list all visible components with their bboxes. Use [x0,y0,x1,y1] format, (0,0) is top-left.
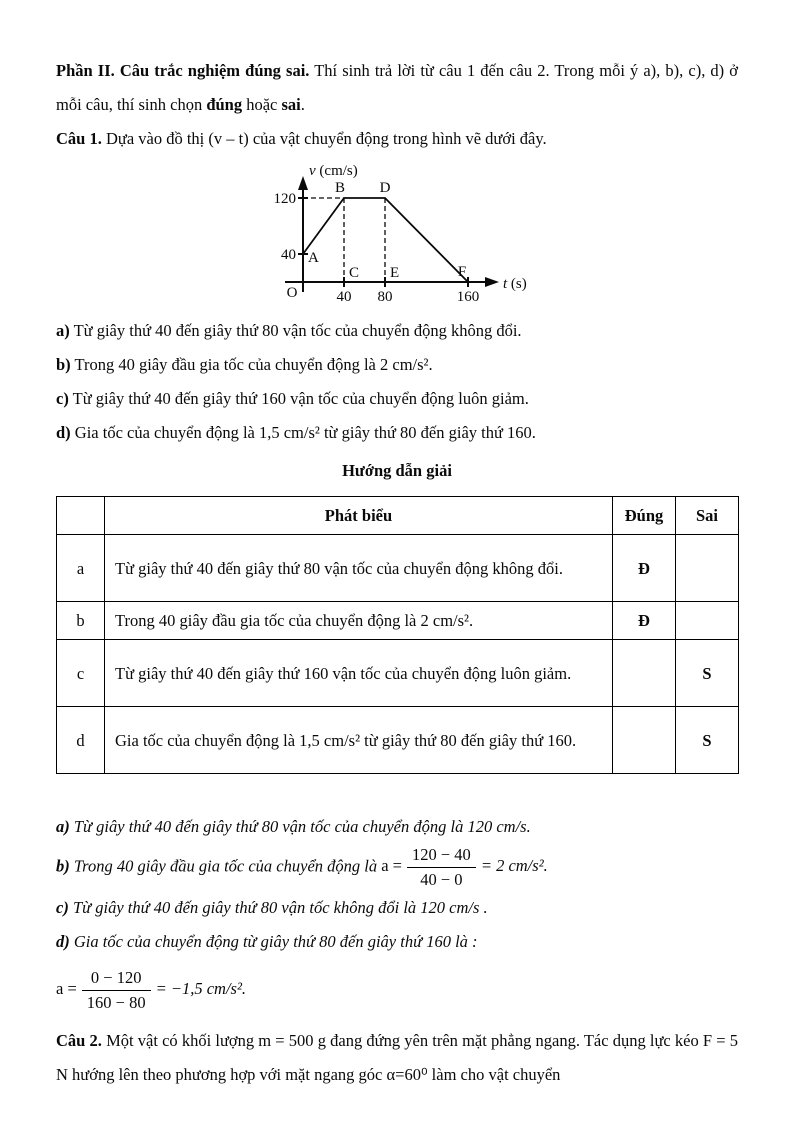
explanation-d-text: Gia tốc của chuyển động từ giây thứ 80 đến giây thứ 160 là : [69,932,478,951]
formula-b-fraction [407,844,476,891]
formula-b-numerator: 120 − 40 [407,844,476,868]
row-a-letter: a [57,535,105,602]
explanation-a-label: a) [56,817,70,836]
row-b-statement: Trong 40 giây đầu gia tốc của chuyển động là 2 cm/s². [105,602,613,640]
intro-text-1: Thí sinh trả lời từ câu 1 đến câu 2. Trong mỗi ý a), b), c), d) ở mỗi câu, thí sinh chọn [56,61,738,114]
header-false: Sai [676,497,739,535]
table-row [57,707,739,774]
x-axis-arrow-icon [485,277,499,287]
explanation-b-label: b) [56,856,70,876]
question-1-heading [56,122,738,156]
row-d-sai: S [676,707,739,774]
intro-bold-dung: đúng [206,95,243,114]
row-b-sai [676,602,739,640]
statement-a [56,314,738,348]
formula-b [381,845,548,889]
solution-heading: Hướng dẫn giải [342,461,452,480]
statement-b [56,348,738,382]
intro-text-3: . [300,95,305,114]
ytick-label-120: 120 [273,191,296,207]
ytick-label-40: 40 [281,247,296,263]
statement-c-text: Từ giây thứ 40 đến giây thứ 160 vận tốc của chuyển động luôn giảm. [68,389,529,408]
row-c-dung [613,640,676,707]
question-2-text: Một vật có khối lượng m = 500 g đang đứng yên trên mặt phẳng ngang. Tác dụng lực kéo F = 5 N hướng lên theo phương hợp với mặt ngang góc α=60⁰ làm cho vật chuyển [56,1031,739,1084]
formula-b-lhs: a = [381,856,402,876]
table-row [57,535,739,602]
row-c-sai: S [676,640,739,707]
xtick-label-80: 80 [377,289,393,305]
formula-d-line [56,967,738,1014]
formula-d-result: = −1,5 cm/s². [155,979,247,999]
point-label-A: A [308,250,319,266]
row-a-statement: Từ giây thứ 40 đến giây thứ 80 vận tốc của chuyển động không đổi. [105,535,613,602]
intro-text-2: hoặc [242,95,282,114]
explanation-c-label: c) [56,898,69,917]
row-b-letter: b [57,602,105,640]
table-row [57,640,739,707]
point-label-B: B [334,180,346,196]
header-letter [57,497,105,535]
point-label-F: F [457,264,467,280]
statement-b-text: Trong 40 giây đầu gia tốc của chuyển động là 2 cm/s². [70,355,433,374]
intro-paragraph [56,54,738,122]
velocity-time-graph [251,160,543,308]
explanation-c-text: Từ giây thứ 40 đến giây thứ 80 vận tốc không đổi là 120 cm/s . [68,898,488,917]
xtick-label-160: 160 [456,289,480,305]
explanation-a-text: Từ giây thứ 40 đến giây thứ 80 vận tốc của chuyển động là 120 cm/s. [69,817,531,836]
formula-d-denominator: 160 − 80 [86,993,146,1012]
x-axis-label: t (s) [503,276,527,292]
statement-a-label: a) [56,321,70,340]
header-true: Đúng [613,497,676,535]
statement-c [56,382,738,416]
row-d-letter: d [57,707,105,774]
question-2-paragraph [56,1024,738,1092]
point-label-E: E [390,265,400,281]
statement-a-text: Từ giây thứ 40 đến giây thứ 80 vận tốc của chuyển động không đổi. [69,321,522,340]
formula-b-result: = 2 cm/s². [480,856,548,876]
statement-d-text: Gia tốc của chuyển động là 1,5 cm/s² từ giây thứ 80 đến giây thứ 160. [70,423,536,442]
row-c-letter: c [57,640,105,707]
question-1-text: Dựa vào đồ thị (v – t) của vật chuyển động trong hình vẽ dưới đây. [101,129,547,148]
row-d-statement: Gia tốc của chuyển động là 1,5 cm/s² từ giây thứ 80 đến giây thứ 160. [105,707,613,774]
intro-bold-sai: sai [281,95,301,114]
table-row [57,602,739,640]
row-d-dung [613,707,676,774]
point-label-D: D [379,180,391,196]
explanation-d-label: d) [56,932,70,951]
formula-d-numerator: 0 − 120 [82,967,151,991]
formula-d [56,968,247,1012]
explanation-d [56,925,738,959]
intro-section-title: Phần II. Câu trắc nghiệm đúng sai. [56,61,310,80]
y-axis-arrow-icon [298,176,308,190]
xtick-label-40: 40 [336,289,352,305]
statement-d-label: d) [56,423,71,442]
question-2-label: Câu 2. [56,1031,102,1050]
row-a-sai [676,535,739,602]
statement-b-label: b) [56,355,71,374]
table-header-row [57,497,739,535]
figure-wrapper [56,160,738,308]
explanation-b [56,844,738,891]
formula-d-fraction [82,967,151,1014]
y-axis-label: v (cm/s) [309,163,358,179]
row-a-dung: Đ [613,535,676,602]
formula-d-lhs: a = [56,979,77,999]
explanation-a [56,810,738,844]
statement-c-label: c) [56,389,69,408]
row-b-dung: Đ [613,602,676,640]
point-label-C: C [349,265,360,281]
formula-b-denominator: 40 − 0 [420,870,463,889]
row-c-statement: Từ giây thứ 40 đến giây thứ 160 vận tốc của chuyển động luôn giảm. [105,640,613,707]
explanation-c [56,891,738,925]
solution-table [56,496,739,774]
question-1-label: Câu 1. [56,129,102,148]
explanation-b-text: Trong 40 giây đầu gia tốc của chuyển động là [69,856,382,876]
header-statement: Phát biểu [105,497,613,535]
origin-label: O [286,285,298,301]
statement-d [56,416,738,450]
